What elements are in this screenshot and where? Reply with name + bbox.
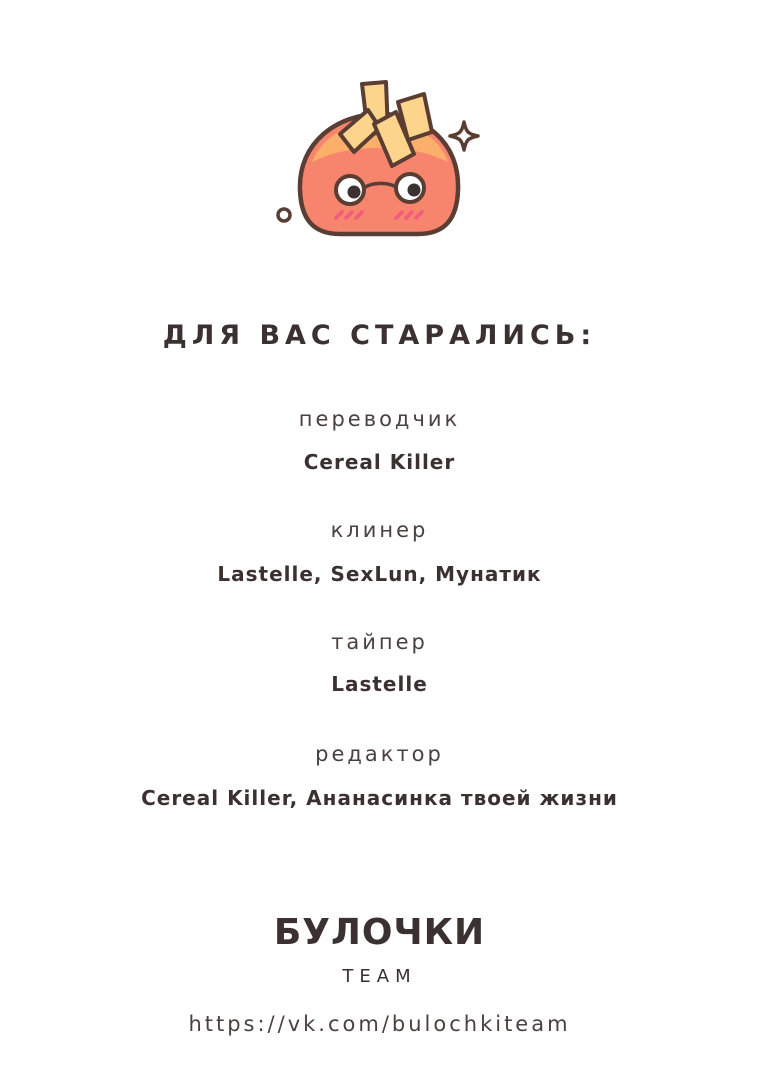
role-typer: тайпер [331, 630, 428, 654]
credits-heading: ДЛЯ ВАС СТАРАЛИСЬ: [162, 320, 597, 351]
role-translator: переводчик [298, 407, 461, 431]
bubble-icon [278, 209, 290, 221]
role-cleaner: клинер [330, 518, 429, 542]
role-editor: редактор [315, 742, 444, 766]
names-translator: Cereal Killer [303, 450, 456, 474]
names-editor: Cereal Killer, Ананасинка твоей жизни [141, 786, 618, 810]
team-link[interactable]: https://vk.com/bulochkiteam [188, 1012, 571, 1036]
sparkle-icon [450, 122, 478, 150]
names-cleaner: Lastelle, SexLun, Мунатик [217, 562, 542, 586]
bun-mascot-icon [268, 72, 488, 247]
team-subtitle: TEAM [342, 966, 417, 987]
team-logo: БУЛОЧКИ [273, 912, 486, 953]
names-typer: Lastelle [331, 672, 428, 696]
